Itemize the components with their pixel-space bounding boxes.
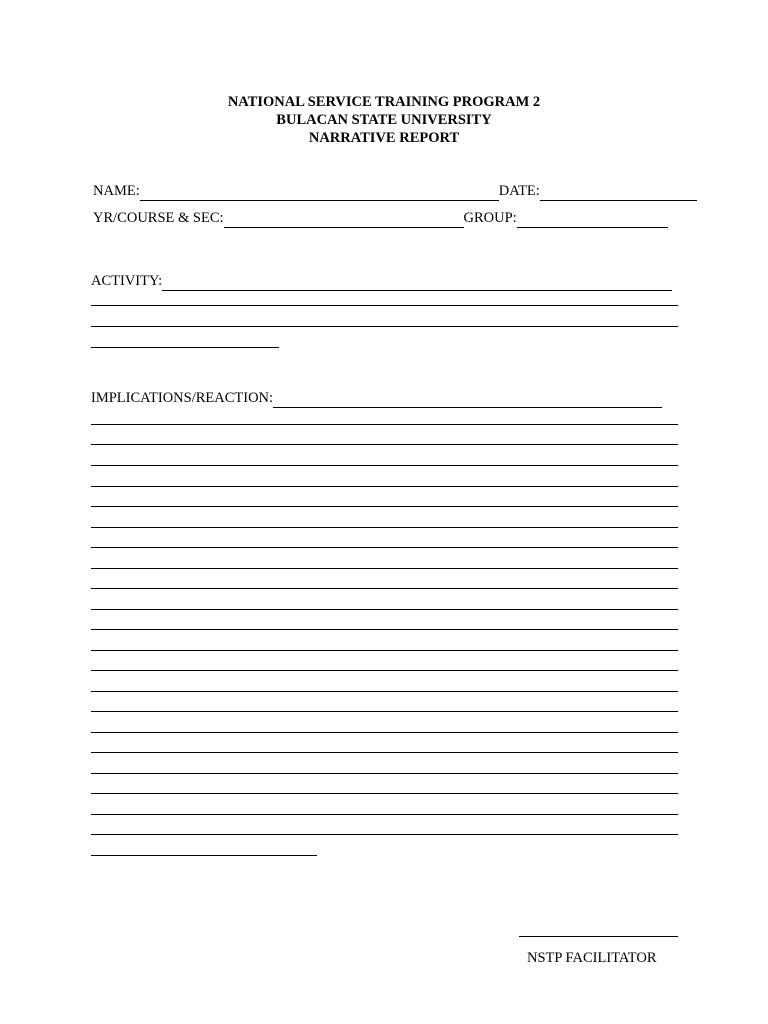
implications-line[interactable] [91, 691, 678, 692]
name-field[interactable] [140, 187, 499, 201]
implications-line[interactable] [91, 752, 678, 753]
activity-line[interactable] [91, 305, 678, 306]
form-title-program: NATIONAL SERVICE TRAINING PROGRAM 2 [227, 94, 541, 110]
course-row [93, 209, 668, 228]
implications-line[interactable] [91, 588, 678, 589]
facilitator-signature-line[interactable] [519, 936, 678, 937]
implications-field[interactable] [273, 394, 662, 408]
implications-line[interactable] [91, 527, 678, 528]
course-label: YR/COURSE & SEC: [93, 210, 224, 226]
group-field[interactable] [517, 214, 668, 228]
implications-label: IMPLICATIONS/REACTION: [91, 390, 274, 406]
activity-line[interactable] [91, 347, 279, 348]
implications-line[interactable] [91, 424, 678, 425]
date-label: DATE: [498, 183, 540, 199]
implications-line[interactable] [91, 486, 678, 487]
implications-line[interactable] [91, 814, 678, 815]
implications-line[interactable] [91, 465, 678, 466]
implications-line[interactable] [91, 670, 678, 671]
activity-line[interactable] [91, 326, 678, 327]
name-row [93, 182, 697, 201]
implications-line[interactable] [91, 732, 678, 733]
implications-line[interactable] [91, 568, 678, 569]
form-title-university: BULACAN STATE UNIVERSITY [276, 112, 492, 128]
form-title-report: NARRATIVE REPORT [308, 130, 460, 146]
facilitator-label: NSTP FACILITATOR [527, 950, 657, 966]
implications-line[interactable] [91, 793, 678, 794]
activity-field[interactable] [162, 277, 672, 291]
implications-line[interactable] [91, 547, 678, 548]
implications-line[interactable] [91, 711, 678, 712]
implications-line[interactable] [91, 834, 678, 835]
date-field[interactable] [540, 187, 697, 201]
implications-line[interactable] [91, 629, 678, 630]
implications-line[interactable] [91, 650, 678, 651]
implications-line[interactable] [91, 609, 678, 610]
implications-line[interactable] [91, 855, 317, 856]
implications-line[interactable] [91, 506, 678, 507]
course-field[interactable] [224, 214, 464, 228]
name-label: NAME: [93, 183, 140, 199]
activity-row [91, 272, 672, 291]
group-label: GROUP: [463, 210, 517, 226]
implications-row [91, 389, 662, 408]
implications-line[interactable] [91, 444, 678, 445]
activity-label: ACTIVITY: [91, 273, 163, 289]
implications-line[interactable] [91, 773, 678, 774]
